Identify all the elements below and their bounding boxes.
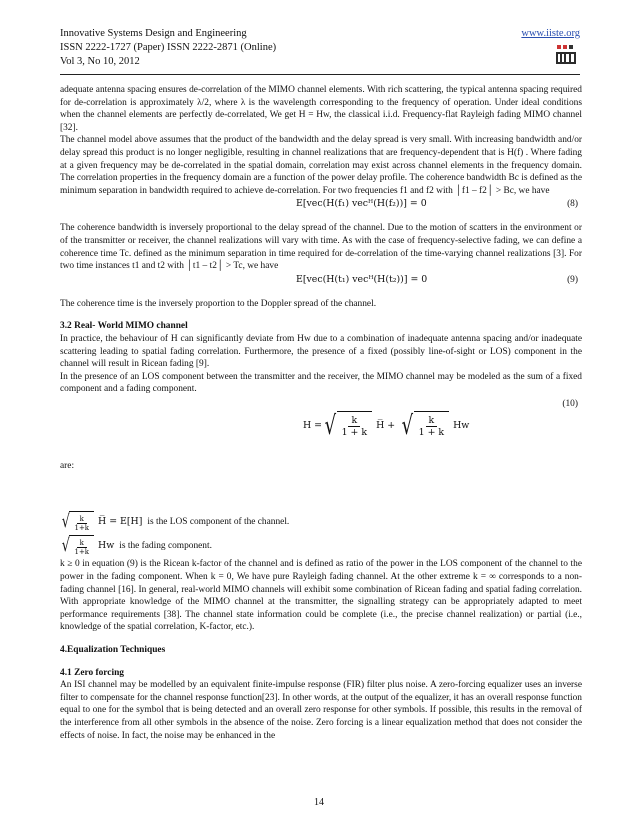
equation-10 xyxy=(60,398,582,446)
paragraph: The channel model above assumes that the product of the bandwidth and the delay spread is very small. With increasing bandwidth and/or delay spread this product is no longer negligible, resulting in channel realizations that are frequency-dependent that is H(f) . Where fading at a given frequency may be de-correlated in the spatial domain, correlation may exist across channel elements in the frequency domain. The correlation properties in the frequency domain are a function of the power delay profile. The coherence bandwidth Bc is defined as the minimum separation in bandwidth required to achieve de-correlation. For two frequencies f1 and f2 with │f1 – f2│ > Bc, we have xyxy=(60,135,582,196)
los-k: k xyxy=(77,515,87,524)
paragraph: An ISI channel may be modelled by an equivalent finite-impulse response (FIR) filter plus noise. A zero-forcing equalizer uses an inverse filter to compensate for the channel response function[23]. In other words, at the output of the equalizer, it has an overall response function equal to one for the symbol that is being detected and an overall zero response for other symbols. If possible, this results in the removal of the interference from all other symbols in the absence of the noise. Zero forcing is a linear equalization method that does not consider the effects of noise. In fact, the noise may be enhanced in the xyxy=(60,680,582,741)
fad-text: is the fading component. xyxy=(119,541,212,552)
eq10-den: 1 + k xyxy=(341,427,368,439)
equation-8-number: (8) xyxy=(567,199,578,210)
journal-url-link[interactable]: www.iiste.org xyxy=(521,28,580,39)
journal-volume: Vol 3, No 10, 2012 xyxy=(60,56,140,67)
paragraph: The coherence bandwidth is inversely proportional to the delay spread of the channel. Due to the motion of scatters in the environment or of the transmitter or receiver, the channel realizations will vary with time. As with the case of frequency-selective fading, we can define a coherence time Tc. defined as the minimum separation in time required for de-correlation of the time-varying channel realizations [3]. For two time instances t1 and t2 with │t1 – t2│ > Tc, we have xyxy=(60,223,582,272)
fading-component-definition xyxy=(60,534,582,558)
sqrt-symbol: √ $\frac{k}{1+k}$ xyxy=(60,511,94,533)
eq10-k2: k xyxy=(426,415,438,427)
are-label: are: xyxy=(60,460,75,471)
eq10-hbar: H̅ + xyxy=(376,419,396,431)
equation-9 xyxy=(60,274,582,288)
equation-9-expr: E[vec(H(t₁) vecᴴ(H(t₂))] = 0 xyxy=(296,273,428,285)
page-number: 14 xyxy=(314,797,324,808)
header-rule xyxy=(60,74,580,75)
fad-expr: Hw xyxy=(98,540,115,552)
eq10-den2: 1 + k xyxy=(418,427,445,439)
equation-8-expr: E[vec(H(f₁) vecᴴ(H(f₂))] = 0 xyxy=(296,198,427,210)
paragraph: adequate antenna spacing ensures de-correlation of the MIMO channel elements. With rich scattering, the typical antenna spacing required for de-correlation is approximately λ/2, where λ is the wavelength corresponding to the frequency of operation. Under ideal conditions when the channel elements are perfectly de-correlated, We get H = Hw, the classical i.i.d. Frequency-flat Rayleigh fading MIMO channel [32]. xyxy=(60,85,582,133)
los-text: is the LOS component of the channel. xyxy=(147,517,290,528)
eq10-lhs: H = xyxy=(303,419,323,431)
section-heading-4: 4.Equalization Techniques xyxy=(60,645,166,656)
eq10-hw: Hw xyxy=(453,419,470,431)
paragraph: k ≥ 0 in equation (9) is the Ricean k-factor of the channel and is defined as ratio of the power in the LOS component of the channel to the power in the fading component. When k = 0, We have pure Rayleigh fading channel. At the other extreme k = ∞ corresponds to a non-fading channel [16]. In general, real-world MIMO channels will exhibit some combination of Ricean fading and spatial fading correlation. With appropriate knowledge of the MIMO channel at the transmitter, the signalling strategy can be appropriately adapted to meet performance requirements [38]. The channel state information could be complete (i.e., the precise channel realization) or partial (i.e., knowledge of the spatial correlation, K-factor, etc.). xyxy=(60,559,582,633)
paragraph: The coherence time is the inversely proportion to the Doppler spread of the channel. xyxy=(60,298,377,309)
page-header xyxy=(60,27,580,69)
los-component-definition xyxy=(60,510,582,534)
equation-9-number: (9) xyxy=(567,274,578,285)
eq10-k: k xyxy=(348,415,360,427)
fad-k: k xyxy=(77,539,87,548)
fad-den: 1+k xyxy=(74,547,90,556)
sqrt-symbol: √ $\frac{k}{1 + k}$ xyxy=(322,411,372,441)
los-expr: H̅ = E[H] xyxy=(98,516,143,528)
article-body xyxy=(60,84,582,742)
equation-10-number: (10) xyxy=(562,398,578,409)
journal-issn: ISSN 2222-1727 (Paper) ISSN 2222-2871 (Online) xyxy=(60,42,277,53)
journal-name: Innovative Systems Design and Engineering xyxy=(60,28,247,39)
sqrt-symbol: √ $\frac{k}{1 + k}$ xyxy=(399,411,449,441)
iiste-logo-icon xyxy=(554,43,578,67)
section-heading-3-2: 3.2 Real- World MIMO channel xyxy=(60,321,188,332)
paragraph: In the presence of an LOS component between the transmitter and the receiver, the MIMO channel may be modeled as the sum of a fixed component and a fading component. xyxy=(60,371,582,395)
equation-10-expr xyxy=(303,408,469,444)
paragraph: In practice, the behaviour of H can significantly deviate from Hw due to a combination of inadequate antenna spacing and/or inadequate scattering leading to spatial fading correlation. Furthermore, the presence of a fixed (possibly line-of-sight or LOS) component in the channel will result in Ricean fading [9]. xyxy=(60,333,582,370)
sqrt-symbol: √ $\frac{k}{1+k}$ xyxy=(60,535,94,557)
los-den: 1+k xyxy=(74,523,90,532)
equation-8 xyxy=(60,198,582,212)
section-heading-4-1: 4.1 Zero forcing xyxy=(60,667,124,678)
